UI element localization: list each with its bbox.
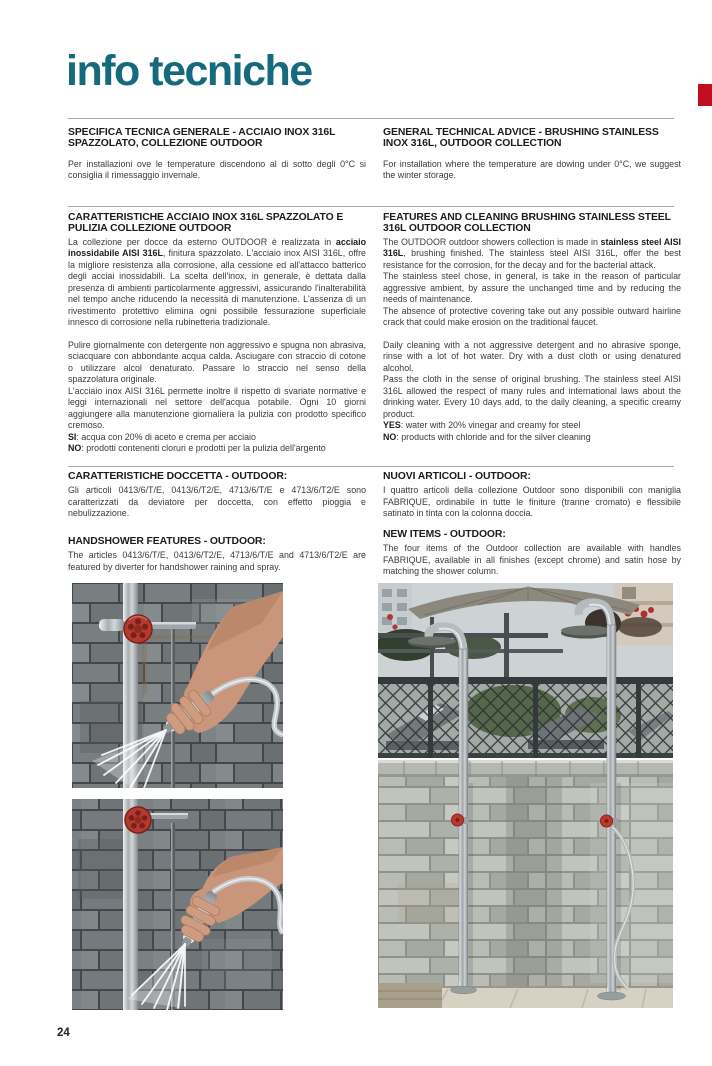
section-general-advice: [68, 127, 681, 182]
cleaning-para-it: Pulire giornalmente con detergente non aggressivo e spugna non abrasiva, sciacquare con abbondante acqua calda. Asciugare con straccio di cotone o utilizzare alcol denaturato. Passare lo straccio nel senso della spazzolatura originale.: [68, 339, 366, 385]
photo-handshower-spray-top: [72, 583, 283, 788]
general-advice-heading-it: SPECIFICA TECNICA GENERALE - ACCIAIO INOX 316L SPAZZOLATO, COLLEZIONE OUTDOOR: [68, 127, 336, 150]
cleaning-no-en: NO: products with chloride and for the silver cleaning: [383, 431, 591, 442]
general-advice-en: [383, 127, 681, 182]
newitems-it: [383, 471, 681, 520]
general-advice-body-en: For installation where the temperature are dowing under 0°C, we suggest the winter storage.: [383, 158, 681, 181]
handshower-body-en: The articles 0413/6/T/E, 0413/6/T2/E, 4713/6/T/E and 4713/6/T2/E are featured by diverter for handshower raining and spray.: [68, 550, 366, 572]
divider-middle: [68, 206, 674, 207]
newitems-en: [383, 529, 681, 578]
handshower-body-it: Gli articoli 0413/6/T/E, 0413/6/T2/E, 4713/6/T/E e 4713/6/T2/E sono caratterizzati da deviatore per doccetta, con effetto pioggia e nebulizzazione.: [68, 485, 366, 519]
divider-top: [68, 118, 674, 119]
railing-mesh: [378, 677, 673, 758]
red-valve-wheel: [124, 615, 152, 643]
handshower-en: [68, 536, 366, 573]
stone-wall: [378, 777, 673, 990]
newitems-column: [383, 471, 681, 578]
features-para-en: The OUTDOOR outdoor showers collection is made in stainless steel AISI 316L, brushing finished. The stainless steel AISI 316L, offer the best resistance for the corrosion, for the decay and for the bacterial attack.: [383, 236, 681, 270]
cleaning-no-it: NO: prodotti contenenti cloruri e prodotti per la pulizia dell'argento: [68, 443, 326, 454]
handshower-heading-en: HANDSHOWER FEATURES - OUTDOOR:: [68, 535, 266, 547]
features-para-it: La collezione per docce da esterno OUTDOOR è realizzata in acciaio inossidabile AISI 316L, finitura spazzolato. L'acciaio inox AISI 316L, offre la migliore resistenza alla corrosione, alla cessione ed all'attacco batterico degli acciai inossidabili. La scelta dell'inox, in generale, è dettata dalla presenza di ambienti particolarmente aggressivi, assicurando l'inalterabilità nel tempo anche riducendo la necessità di manutenzione. L'assenza di un rivestimento protettivo elimina ogni possibile fessurazione superficiale innesco di corrosione nella rubinetteria tradizionale.: [68, 236, 366, 328]
features-para2-en: The stainless steel chose, in general, is take in the reason of particular aggressive ambient, by assure the unchanged time and by reducing the needs of maintenance.: [383, 271, 681, 305]
section-features-cleaning: [68, 212, 681, 455]
features-it: [68, 212, 366, 455]
red-corner-marker: [698, 84, 712, 106]
general-advice-body-it: Per installazioni ove le temperature discendono al di sotto degli 0°C si consiglia il rimessaggio invernale.: [68, 158, 366, 181]
red-valve-wheel: [125, 807, 151, 833]
section-handshower-newitems: [68, 471, 681, 578]
floor: [378, 983, 673, 1008]
features-en: [383, 212, 681, 455]
features-heading-en: FEATURES AND CLEANING BRUSHING STAINLESS STEEL 316L OUTDOOR COLLECTION: [383, 212, 671, 235]
photo-handshower-spray-bottom: [72, 799, 283, 1010]
page-title: info tecniche: [66, 47, 312, 95]
page-number: 24: [57, 1027, 70, 1039]
handshower-heading-it: CARATTERISTICHE DOCCETTA - OUTDOOR:: [68, 471, 288, 482]
newitems-heading-en: NEW ITEMS - OUTDOOR:: [383, 528, 506, 540]
handshower-column: [68, 471, 366, 578]
wall-coping: [378, 760, 673, 777]
general-advice-heading-en: GENERAL TECHNICAL ADVICE - BRUSHING STAINLESS INOX 316L, OUTDOOR COLLECTION: [383, 127, 659, 150]
newitems-heading-it: NUOVI ARTICOLI - OUTDOOR:: [383, 471, 531, 482]
cleaning-para2-en: Pass the cloth in the sense of original brushing. The stainless steel AISI 316L allowed the respect of many rules and international laws about the drinking water. Every 10 days add, to the daily cleaning, a specific creamy product.: [383, 374, 681, 419]
general-advice-it: [68, 127, 366, 182]
features-heading-it: CARATTERISTICHE ACCIAIO INOX 316L SPAZZOLATO E PULIZIA COLLEZIONE OUTDOOR: [68, 212, 344, 235]
features-para3-en: The absence of protective covering take out any possible outward hairline crack that could make erosion on the traditional faucet.: [383, 305, 681, 328]
newitems-body-en: The four items of the Outdoor collection are available with handles FABRIQUE, available in all finishes (except chrome) and satin hose by matching the shower column.: [383, 543, 681, 577]
cleaning-para-en: Daily cleaning with a not aggressive detergent and no abrasive sponge, rinse with a lot of hot water. Dry with a dust cloth or using denatured alcohol.: [383, 339, 681, 373]
divider-bottom: [68, 466, 674, 467]
cleaning-para2-it: L'acciaio inox AISI 316L permette inoltre il rispetto di svariate normative e leggi internazionali nel settore dell'acqua potabile. Ogni 10 giorni aggiungere alla manutenzione giornaliera la pulizia con prodotto specifico cremoso.: [68, 385, 366, 431]
newitems-body-it: I quattro articoli della collezione Outdoor sono disponibili con maniglia FABRIQUE, ordinabile in tutte le finiture (tranne cromato) e flessibile satinato in tinta con la colonna doccia.: [383, 485, 681, 519]
cleaning-yes-en: YES: water with 20% vinegar and creamy for steel: [383, 420, 581, 431]
photo-shower-columns: [378, 583, 673, 1008]
handshower-it: [68, 471, 366, 520]
cleaning-yes-it: SI: acqua con 20% di aceto e crema per acciaio: [68, 431, 256, 442]
